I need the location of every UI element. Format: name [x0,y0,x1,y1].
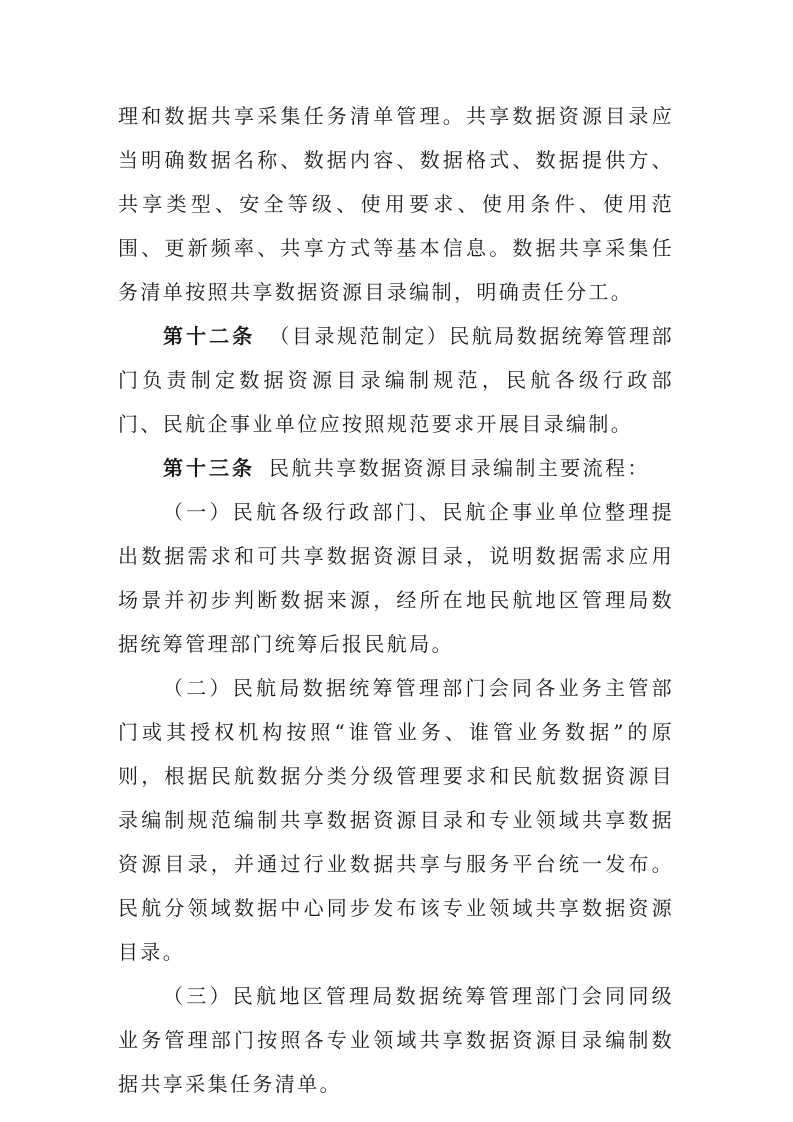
article-12 [118,314,674,446]
list-item-1: （一）民航各级行政部门、民航企事业单位整理提出数据需求和可共享数据资源目录，说明数据需求应用场景并初步判断数据来源，经所在地民航地区管理局数据统筹管理部门统筹后报民航局。 [118,500,674,656]
article-13 [118,446,674,490]
paragraph-continuation: 理和数据共享采集任务清单管理。共享数据资源目录应当明确数据名称、数据内容、数据格式、数据提供方、共享类型、安全等级、使用要求、使用条件、使用范围、更新频率、共享方式等基本信息。数据共享采集任务清单按照共享数据资源目录编制，明确责任分工。 [118,104,674,304]
article-12-text: （目录规范制定）民航局数据统筹管理部门负责制定数据资源目录编制规范，民航各级行政部门、民航企事业单位应按照规范要求开展目录编制。 [118,324,674,436]
article-13-title: 第十三条 [163,456,255,480]
article-12-title: 第十二条 [163,324,256,348]
document-body [118,94,674,1106]
list-item-3: （三）民航地区管理局数据统筹管理部门会同同级业务管理部门按照各专业领域共享数据资源目录编制数据共享采集任务清单。 [118,984,674,1096]
article-13-text: 民航共享数据资源目录编制主要流程： [269,456,650,480]
list-item-2: （二）民航局数据统筹管理部门会同各业务主管部门或其授权机构按照“谁管业务、谁管业务数据”的原则，根据民航数据分类分级管理要求和民航数据资源目录编制规范编制共享数据资源目录和专业领域共享数据资源目录，并通过行业数据共享与服务平台统一发布。民航分领域数据中心同步发布该专业领域共享数据资源目录。 [118,676,674,964]
